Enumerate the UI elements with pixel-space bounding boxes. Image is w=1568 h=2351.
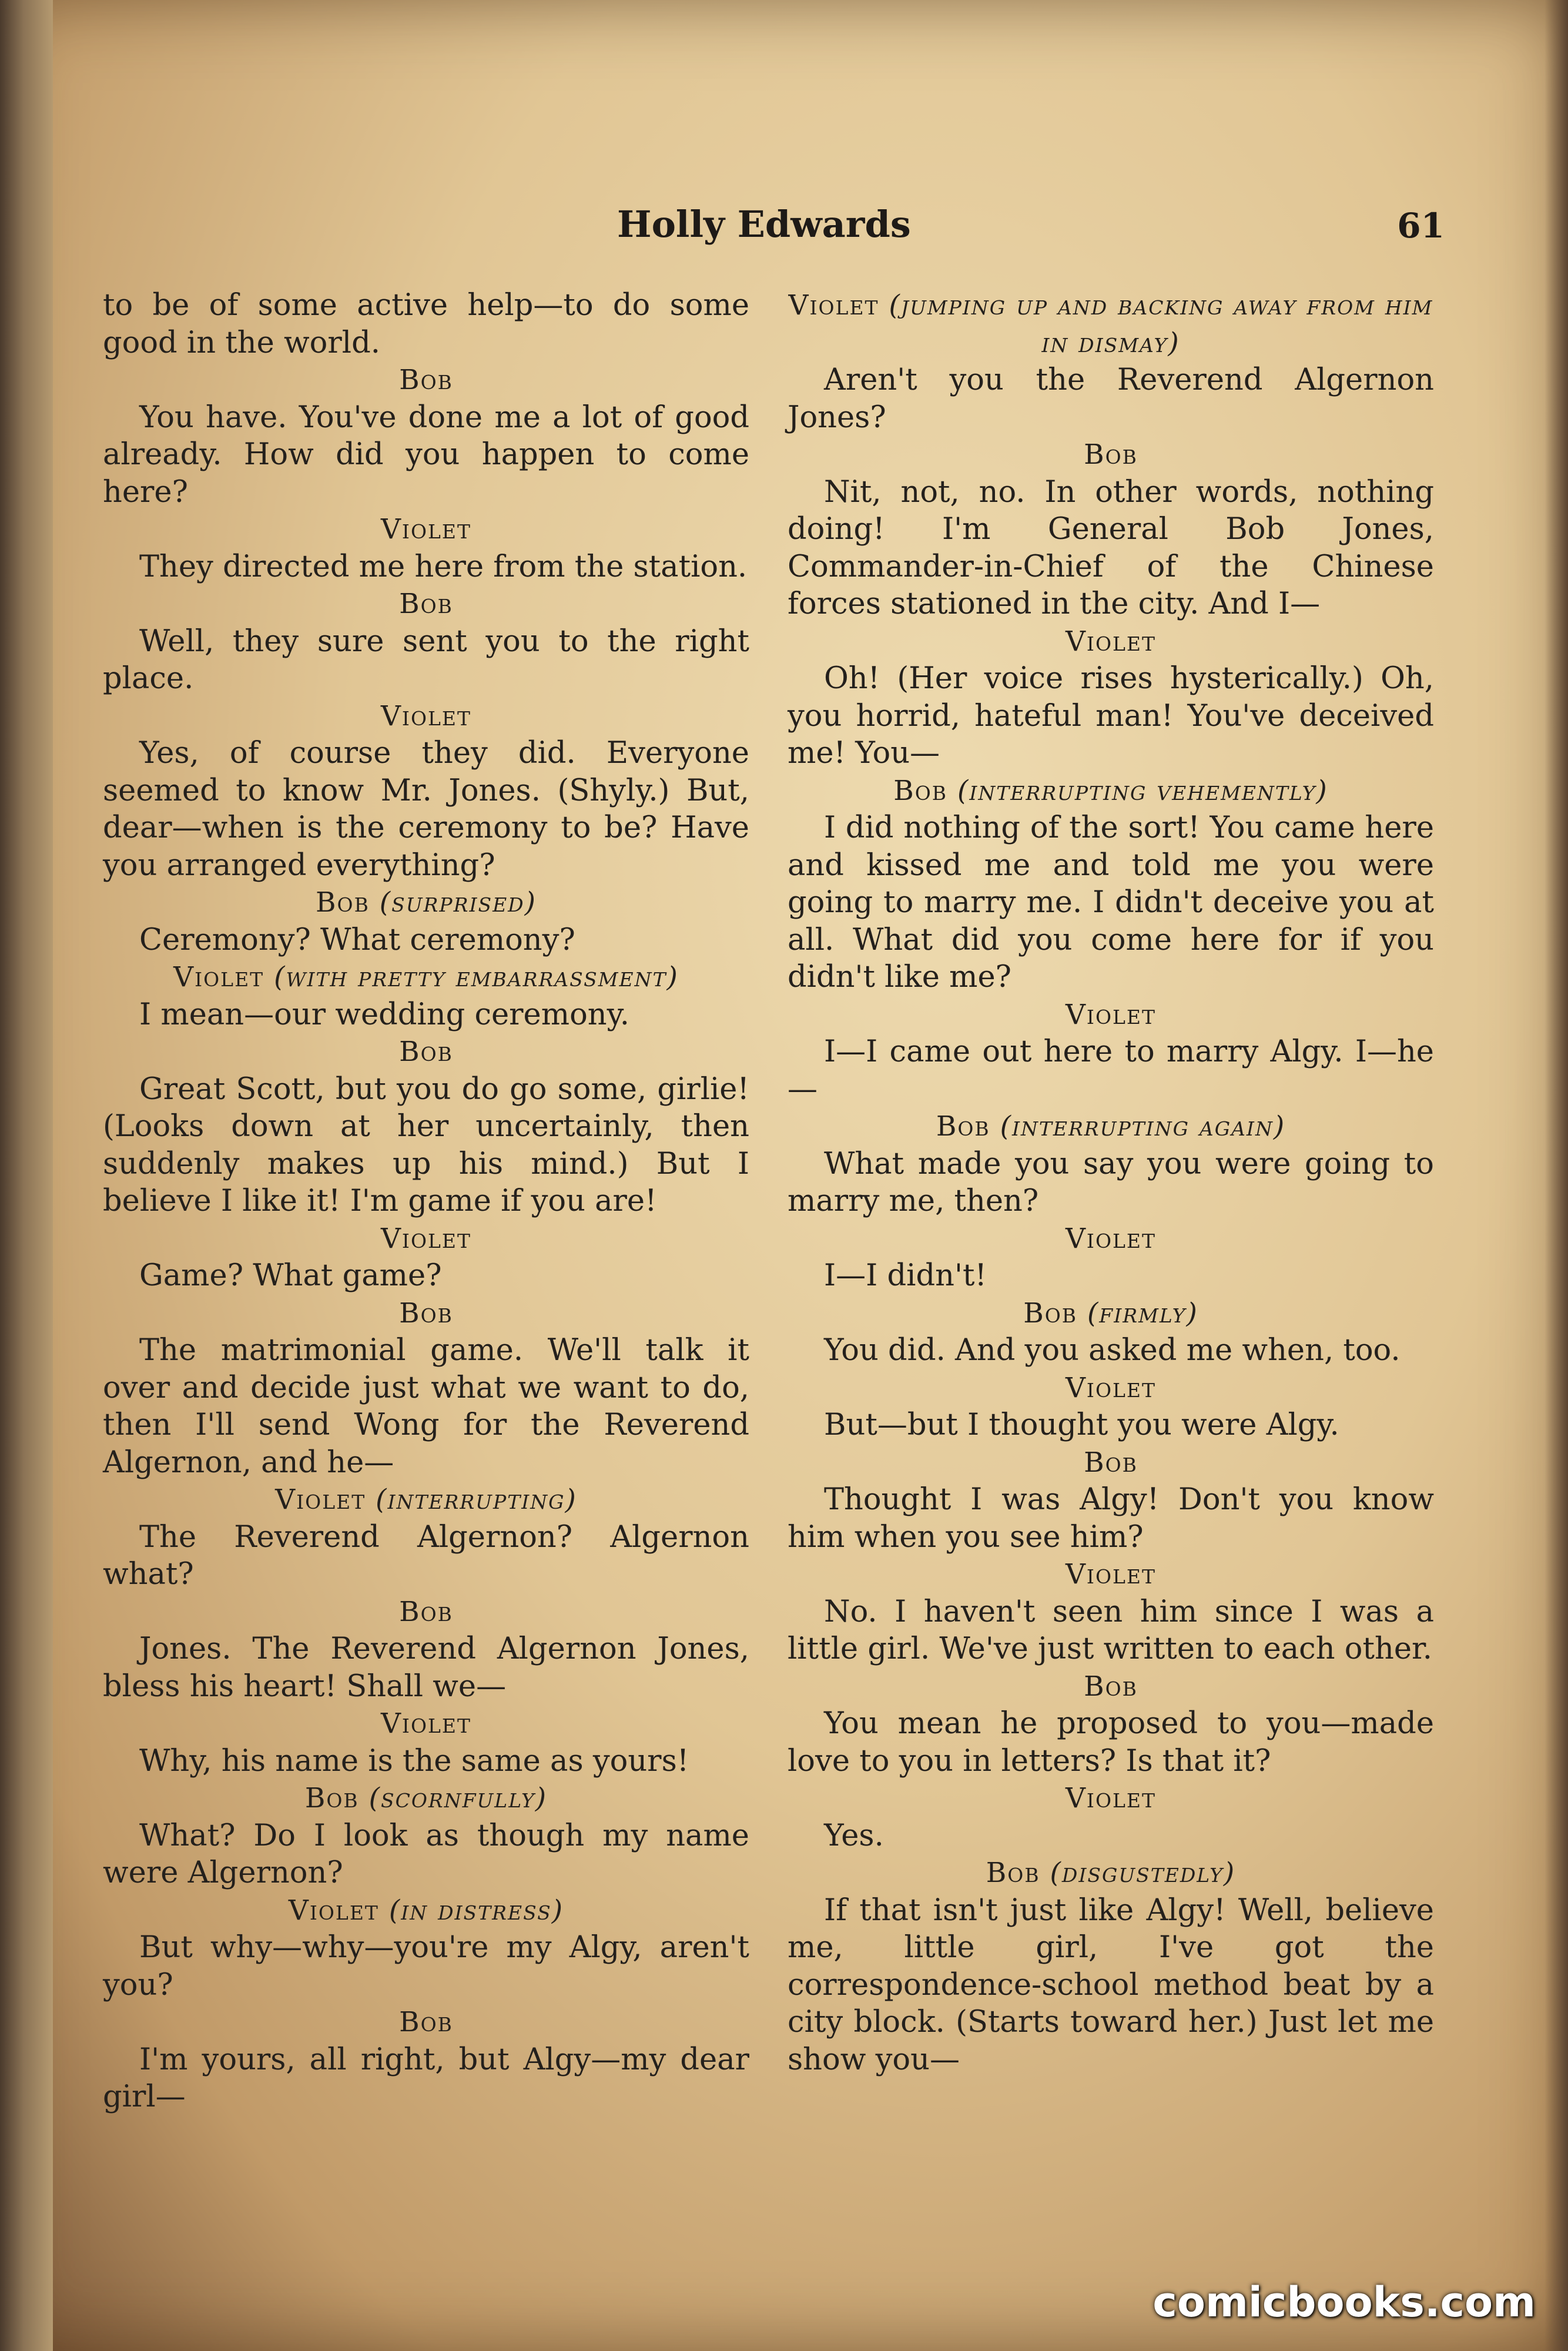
speaker-name: Bob xyxy=(1084,1670,1138,1703)
speech-paragraph: You mean he proposed to you—made love to you in letters? Is that it? xyxy=(788,1706,1434,1779)
speech-paragraph: What? Do I look as though my name were Algernon? xyxy=(103,1818,749,1890)
speech-paragraph: No. I haven't seen him since I was a little girl. We've just written to each other. xyxy=(788,1594,1434,1666)
speaker-name: Bob xyxy=(399,1297,453,1329)
left-text-column xyxy=(103,287,749,2116)
speech-paragraph: I did nothing of the sort! You came here and kissed me and told me you were going to marry me. I didn't deceive you at all. What did you come here for if you didn't like me? xyxy=(788,811,1434,994)
speaker-line xyxy=(788,1854,1434,1892)
speech-paragraph: They directed me here from the station. xyxy=(139,549,748,584)
speaker-line xyxy=(103,1481,749,1519)
speech-paragraph: The matrimonial game. We'll talk it over and decide just what we want to do, then I'll send Wong for the Reverend Algernon, and he— xyxy=(103,1333,749,1480)
stage-direction: (disgustedly) xyxy=(1040,1857,1236,1889)
speaker-line xyxy=(103,959,749,996)
speaker-name: Violet xyxy=(788,289,879,321)
speaker-line xyxy=(103,1295,749,1332)
speech-paragraph: But—but I thought you were Algy. xyxy=(824,1408,1339,1442)
speaker-name: Bob xyxy=(893,774,948,807)
speaker-line xyxy=(788,287,1434,361)
speech-paragraph: The Reverend Algernon? Algernon what? xyxy=(103,1519,749,1592)
speaker-line xyxy=(103,1780,749,1817)
speaker-line xyxy=(788,1220,1434,1258)
speech-paragraph: I—I came out here to marry Algy. I—he— xyxy=(788,1034,1434,1107)
speaker-name: Violet xyxy=(380,1222,472,1255)
stage-direction: (surprised) xyxy=(369,886,537,919)
speaker-line xyxy=(788,1369,1434,1407)
speaker-line xyxy=(103,1892,749,1930)
speaker-name: Bob xyxy=(986,1857,1040,1889)
speaker-line xyxy=(103,1220,749,1258)
page-edge-shadow xyxy=(1544,0,1568,2351)
speech-paragraph: Jones. The Reverend Algernon Jones, bless his heart! Shall we— xyxy=(103,1632,749,1704)
speaker-name: Violet xyxy=(1065,1558,1157,1590)
stage-direction: (scornfully) xyxy=(359,1782,548,1814)
speech-paragraph: Yes, of course they did. Everyone seemed to know Mr. Jones. (Shyly.) But, dear—when is the ceremony to be? Have you arranged everything? xyxy=(103,736,749,883)
speaker-name: Bob xyxy=(936,1110,990,1143)
speaker-line xyxy=(103,884,749,922)
speaker-line xyxy=(788,1668,1434,1706)
stage-direction: (interrupting again) xyxy=(990,1110,1286,1143)
speaker-line xyxy=(103,511,749,548)
speech-paragraph: What made you say you were going to marry me, then? xyxy=(788,1146,1434,1218)
speaker-line xyxy=(788,1556,1434,1593)
speech-paragraph: If that isn't just like Algy! Well, believe me, little girl, I've got the correspondence-school method beat by a city block. (Starts toward her.) Just let me show you— xyxy=(788,1893,1434,2077)
speaker-line xyxy=(788,1108,1434,1146)
speech-paragraph: Aren't you the Reverend Algernon Jones? xyxy=(788,363,1434,435)
speaker-name: Violet xyxy=(1065,625,1157,658)
speaker-name: Bob xyxy=(399,1036,453,1068)
speech-paragraph: I'm yours, all right, but Algy—my dear girl— xyxy=(103,2042,749,2114)
stage-direction: (interrupting vehemently) xyxy=(947,774,1328,807)
speaker-line xyxy=(788,623,1434,661)
speaker-name: Bob xyxy=(304,1782,359,1814)
speech-paragraph: Great Scott, but you do go some, girlie! (Looks down at her uncertainly, then suddenly makes up his mind.) But I believe I like it! I'm game if you are! xyxy=(103,1071,749,1218)
speaker-line xyxy=(103,1705,749,1743)
speaker-name: Bob xyxy=(1023,1297,1078,1329)
speaker-line xyxy=(103,361,749,399)
speaker-line xyxy=(103,1033,749,1071)
speaker-name: Bob xyxy=(399,2006,453,2038)
speech-paragraph: Thought I was Algy! Don't you know him when you see him? xyxy=(788,1482,1434,1555)
speaker-line xyxy=(788,772,1434,810)
stage-direction: (firmly) xyxy=(1077,1297,1198,1329)
stage-direction: (in distress) xyxy=(378,1894,564,1927)
speaker-line xyxy=(103,585,749,623)
speaker-name: Violet xyxy=(380,1707,472,1740)
speaker-name: Bob xyxy=(1084,438,1138,471)
speech-paragraph: You did. And you asked me when, too. xyxy=(824,1333,1401,1368)
stage-direction: (interrupting) xyxy=(366,1483,577,1516)
speaker-line xyxy=(103,698,749,735)
speaker-line xyxy=(788,436,1434,474)
speaker-line xyxy=(103,2004,749,2041)
speech-paragraph: Ceremony? What ceremony? xyxy=(139,922,575,957)
stage-direction: (with pretty embarrassment) xyxy=(264,961,679,993)
speaker-name: Violet xyxy=(380,513,472,545)
speech-paragraph: Nit, not, no. In other words, nothing doing! I'm General Bob Jones, Commander-in-Chief of the Chinese forces stationed in the city. And I— xyxy=(788,474,1434,621)
speaker-name: Bob xyxy=(316,886,370,919)
speech-paragraph: I—I didn't! xyxy=(824,1258,987,1293)
stage-direction: (jumping up and backing away from him in dismay) xyxy=(879,289,1433,359)
speech-paragraph: to be of some active help—to do some good in the world. xyxy=(103,288,749,360)
right-text-column xyxy=(788,287,1434,2078)
speaker-name: Violet xyxy=(1065,1371,1157,1404)
speaker-name: Violet xyxy=(1065,1782,1157,1814)
speaker-name: Violet xyxy=(380,699,472,732)
speech-paragraph: I mean—our wedding ceremony. xyxy=(139,997,629,1032)
speaker-name: Violet xyxy=(288,1894,379,1927)
speaker-name: Bob xyxy=(399,1595,453,1628)
speaker-name: Violet xyxy=(1065,1222,1157,1255)
speaker-name: Bob xyxy=(1084,1446,1138,1479)
speaker-line xyxy=(103,1593,749,1631)
speech-paragraph: Well, they sure sent you to the right place. xyxy=(103,624,749,696)
speech-paragraph: But why—why—you're my Algy, aren't you? xyxy=(103,1930,749,2002)
watermark-text: comicbooks.com xyxy=(1152,2278,1536,2326)
speech-paragraph: Why, his name is the same as yours! xyxy=(139,1743,689,1779)
speaker-line xyxy=(788,996,1434,1034)
speaker-name: Violet xyxy=(1065,998,1157,1031)
speaker-name: Violet xyxy=(275,1483,366,1516)
speaker-line xyxy=(788,1295,1434,1332)
speaker-name: Violet xyxy=(173,961,264,993)
book-spine xyxy=(0,0,53,2351)
speech-paragraph: Oh! (Her voice rises hysterically.) Oh, you horrid, hateful man! You've deceived me! You— xyxy=(788,661,1434,771)
speaker-line xyxy=(788,1444,1434,1482)
speech-paragraph: Game? What game? xyxy=(139,1258,442,1293)
running-head-title: Holly Edwards xyxy=(617,203,911,246)
speech-paragraph: Yes. xyxy=(824,1818,884,1853)
page-number: 61 xyxy=(1397,206,1445,246)
speaker-name: Bob xyxy=(399,364,453,396)
speaker-name: Bob xyxy=(399,588,453,620)
speech-paragraph: You have. You've done me a lot of good already. How did you happen to come here? xyxy=(103,400,749,510)
speaker-line xyxy=(788,1780,1434,1817)
